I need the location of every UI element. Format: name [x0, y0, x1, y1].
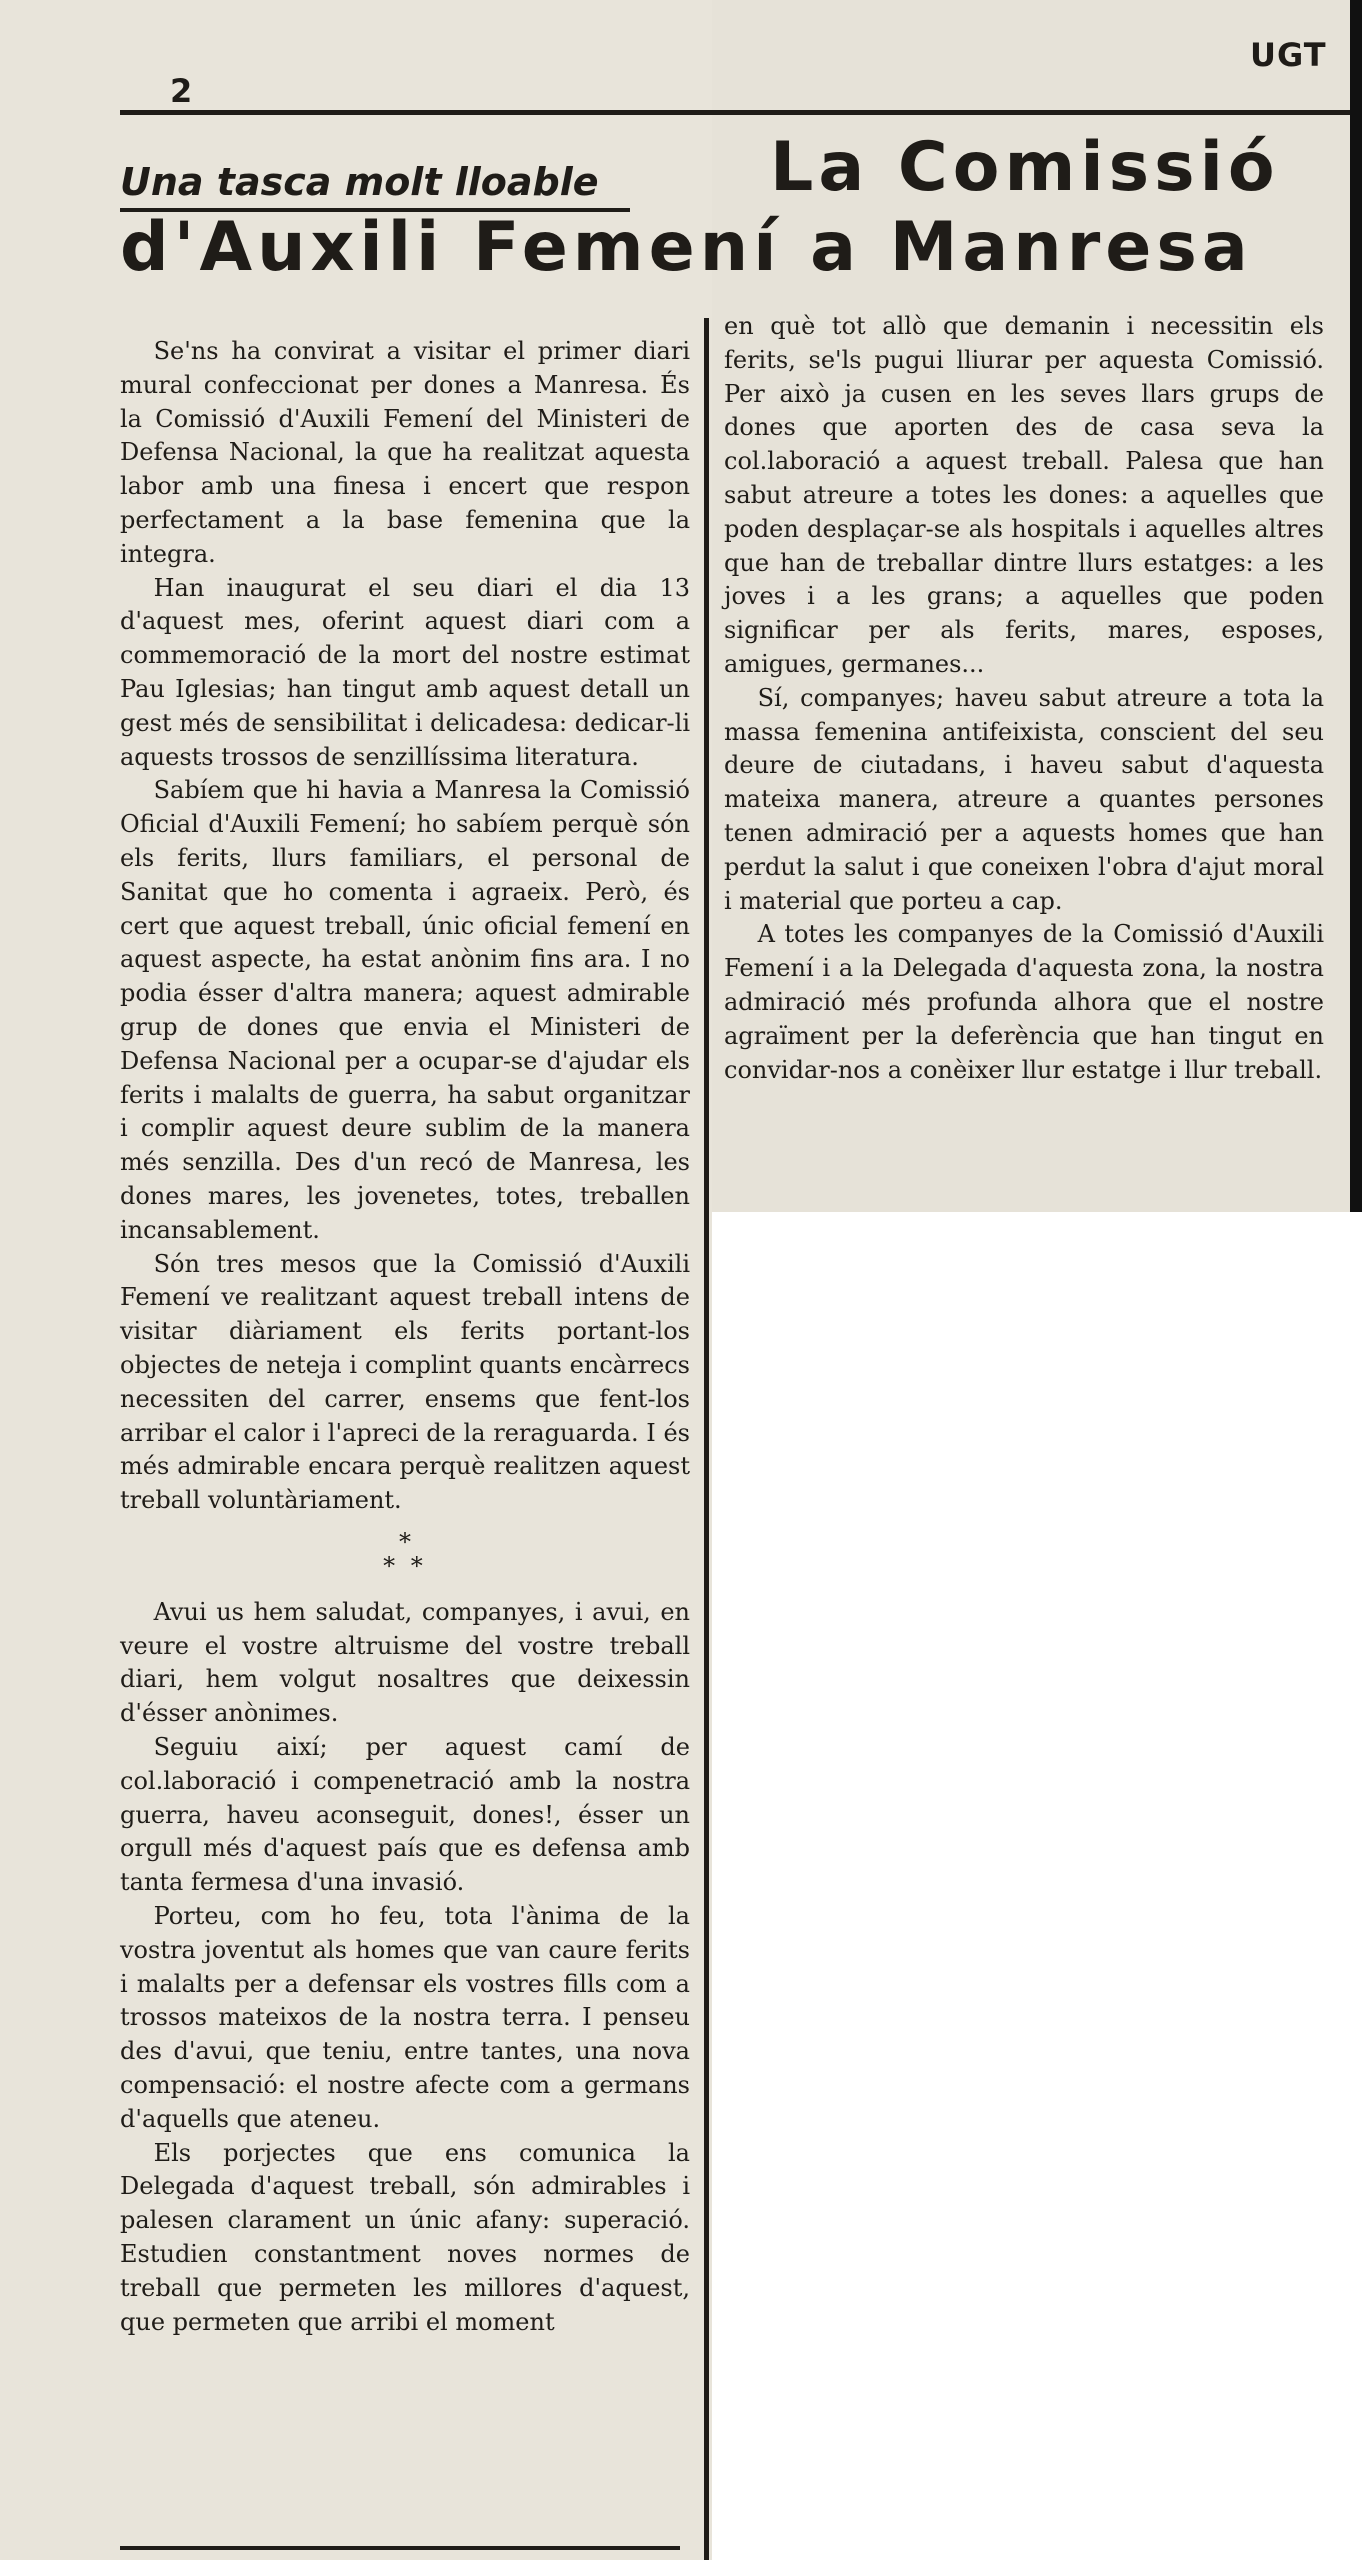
article-column-left: [120, 335, 690, 2339]
page-edge: [1350, 0, 1362, 1212]
paragraph: Són tres mesos que la Comissió d'Auxili Femení ve realitzant aquest treball intens de visitar diàriament els ferits portant-los objectes de neteja i complint quants encàrrecs necessiten del carrer, ensems que fent-los arribar el calor i l'apreci de la reraguarda. I és més admirable encara perquè realitzen aquest treball voluntàriament.: [120, 1249, 690, 1515]
kicker: Una tasca molt lloable: [120, 160, 599, 204]
paragraph: Seguiu així; per aquest camí de col.laboració i compenetració amb la nostra guerra, haveu aconseguit, dones!, ésser un orgull més d'aquest país que es defensa amb tanta fermesa d'una invasió.: [120, 1733, 690, 1897]
newspaper-header-label: UGT: [1250, 36, 1327, 74]
section-separator: [120, 1527, 690, 1580]
page-number: 2: [170, 72, 193, 110]
headline-line-1: La Comissió: [770, 128, 1280, 207]
footer-rule: [120, 2546, 680, 2550]
header-rule: [120, 110, 1350, 115]
paragraph: A totes les companyes de la Comissió d'Auxili Femení i a la Delegada d'aquesta zona, la nostra admiració més profunda alhora que el nostre agraïment per la deferència que han tingut en convidar-nos a conèixer llur estatge i llur treball.: [724, 920, 1324, 1084]
paragraph: Porteu, com ho feu, tota l'ànima de la vostra joventut als homes que van caure ferits i malalts per a defensar els vostres fills com a trossos mateixos de la nostra terra. I penseu des d'avui, que teniu, entre tantes, una nova compensació: el nostre afecte com a germans d'aquells que ateneu.: [120, 1902, 690, 2133]
paragraph: Els porjectes que ens comunica la Delegada d'aquest treball, són admirables i palesen clarament un únic afany: superació. Estudien constantment noves normes de treball que permeten les millores d'aquest, que permeten que arribi el moment: [120, 2138, 690, 2336]
article-column-right: [724, 310, 1324, 1087]
paragraph: Han inaugurat el seu diari el dia 13 d'aquest mes, oferint aquest diari com a commemoració de la mort del nostre estimat Pau Iglesias; han tingut amb aquest detall un gest més de sensibilitat i delicadesa: dedicar-li aquests trossos de senzillíssima literatura.: [120, 573, 691, 771]
separator-top: *: [399, 1527, 411, 1556]
paragraph: Sabíem que hi havia a Manresa la Comissió Oficial d'Auxili Femení; ho sabíem perquè són els ferits, llurs familiars, el personal de Sanitat que ho comenta i agraeix. Però, és cert que aquest treball, únic oficial femení en aquest aspecte, ha estat anònim fins ara. I no podia ésser d'altra manera; aquest admirable grup de dones que envia el Ministeri de Defensa Nacional per a ocupar-se d'ajudar els ferits i malalts de guerra, ha sabut organitzar i complir aquest deure sublim de la manera més senzilla. Des d'un recó de Manresa, les dones mares, les jovenetes, totes, treballen incansablement.: [120, 776, 690, 1244]
headline-line-2: d'Auxili Femení a Manresa: [120, 208, 1253, 287]
paragraph: en què tot allò que demanin i necessitin els ferits, se'ls pugui lliurar per aquesta Comissió. Per això ja cusen en les seves llars grups de dones que aporten des de casa seva la col.laboració a aquest treball. Palesa que han sabut atreure a totes les dones: a aquelles que poden desplaçar-se als hospitals i aquelles altres que han de treballar dintre llurs estatges: a les joves i a les grans; a aquelles que poden significar per als ferits, mares, esposes, amigues, germanes...: [724, 312, 1324, 678]
column-divider: [704, 318, 709, 2560]
separator-bottom: * *: [383, 1551, 427, 1580]
paragraph: Avui us hem saludat, companyes, i avui, en veure el vostre altruisme del vostre treball diari, hem volgut nosaltres que deixessin d'ésser anònimes.: [120, 1597, 690, 1728]
paragraph: Se'ns ha convirat a visitar el primer diari mural confeccionat per dones a Manresa. És la Comissió d'Auxili Femení del Ministeri de Defensa Nacional, la que ha realitzat aquesta labor amb una finesa i encert que respon perfectament a la base femenina que la integra.: [120, 337, 690, 568]
paragraph: Sí, companyes; haveu sabut atreure a tota la massa femenina antifeixista, conscient del seu deure de ciutadans, i haveu sabut d'aquesta mateixa manera, atreure a quantes persones tenen admiració per a aquests homes que han perdut la salut i que coneixen l'obra d'ajut moral i material que porteu a cap.: [724, 683, 1324, 915]
